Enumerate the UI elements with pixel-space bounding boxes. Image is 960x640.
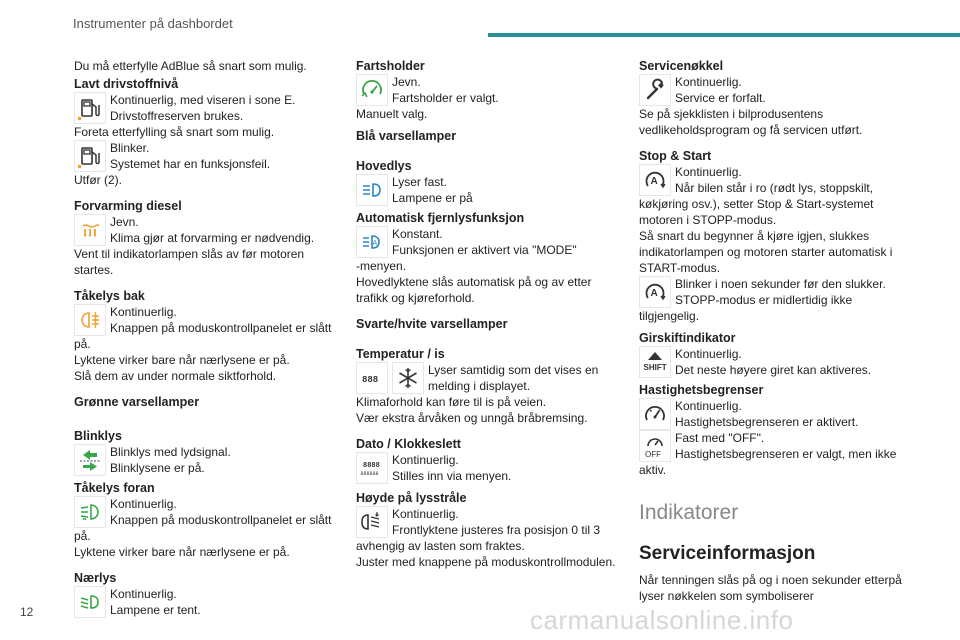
watermark: carmanualsonline.info: [530, 605, 794, 635]
ice-snowflake-icon: [392, 362, 424, 394]
svg-text:OFF: OFF: [645, 450, 661, 459]
entry-blinklys: Blinklys med lydsignal. Blinklysene er på.: [74, 444, 342, 476]
heading-servicenokkel: Servicenøkkel: [639, 59, 724, 73]
headlamp-leveling-icon: [356, 506, 388, 538]
svg-text:888: 888: [362, 375, 379, 385]
serviceinfo-text: Når tenningen slås på og i noen sekunder etterpå lyser nøkkelen som symboliserer: [639, 573, 902, 603]
entry-lavt-2: Blinker. Systemet har en funksjonsfeil.: [74, 140, 342, 172]
heading-takelys-foran: Tåkelys foran: [74, 481, 155, 495]
heading-lavt-drivstoff: Lavt drivstoffnivå: [74, 77, 179, 91]
heading-auto-fjernlys: Automatisk fjernlysfunksjon: [356, 211, 525, 225]
adblue-note: Du må etterfylle AdBlue så snart som mulig.: [74, 59, 307, 73]
column-3: Servicenøkkel Kontinuerlig. Service er forfalt. Se på sjekklisten i bilprodusentens vedlikeholdsprogram og få servicen utført. Stop & Start A Kontinuerlig. Når bilen står i ro (rødt lys, stoppskilt, køkjøring osv.), setter Stop & Start-systemet motoren i STOPP-modus. Så snart du begynner å kjøre igjen, slukkes indikatorlampen og motoren starter automatisk i START-modus. A Blinker i noen sekunder før den slukker. STOPP-modus er midlertidig ikke tilgjengelig. Girskiftindikator SHIFT Kontinuerlig. Det neste høyere giret kan aktiveres. Hastighetsbegrenser Kontinuerlig. Hastighetsbegrenseren er aktivert. OFF Fast med "OFF". Hastighetsbegrenseren er valgt, men ikke aktiv. Indikatorer Serviceinformasjon Når tenningen slås på og i noen sekunder etterpå lyser nøkkelen som symboliserer: [639, 58, 907, 604]
section-title-serviceinformasjon: Serviceinformasjon: [639, 543, 816, 564]
cruise-control-icon: [356, 74, 388, 106]
entry-naerlys: Kontinuerlig. Lampene er tent.: [74, 586, 342, 618]
entry-takelys-bak: Kontinuerlig. Knappen på moduskontrollpanelet er slått på.: [74, 305, 332, 351]
speed-limiter-icon: [639, 398, 671, 430]
entry-dato: 8888 888888 Kontinuerlig. Stilles inn via menyen.: [356, 452, 624, 484]
display-digits-icon: [356, 362, 388, 394]
heading-temperatur: Temperatur / is: [356, 347, 445, 361]
running-header: Instrumenter på dashbordet: [73, 16, 233, 31]
stop-start-icon: [639, 276, 671, 308]
svg-text:A: A: [650, 176, 658, 187]
rear-fog-light-icon: [74, 304, 106, 336]
entry-temperatur: 888 Lyser samtidig som det vises en melding i displayet.: [356, 362, 624, 394]
heading-dato: Dato / Klokkeslett: [356, 437, 461, 451]
svg-text:SHIFT: SHIFT: [643, 363, 667, 372]
entry-takelys-foran: Kontinuerlig. Knappen på moduskontrollpanelet er slått på.: [74, 497, 332, 543]
column-1: Du må etterfylle AdBlue så snart som mulig. Lavt drivstoffnivå Kontinuerlig, med viseren i sone E. Drivstoffreserven brukes. Foreta etterfylling så snart som mulig. Blinker. Systemet har en funksjonsfeil. Utfør (2). Forvarming diesel Jevn. Klima gjør at forvarming er nødvendig. Vent til indikatorlampen slås av før motoren startes. Tåkelys bak Kontinuerlig. Knappen på moduskontrollpanelet er slått på. Lyktene virker bare når nærlysene er på. Slå dem av under normale siktforhold. Grønne varsellamper Blinklys Blinklys med lydsignal. Blinklysene er på. Tåkelys foran Kontinuerlig. Knappen på moduskontrollpanelet er slått på. Lyktene virker bare når nærlysene er på. Nærlys Kontinuerlig. Lampene er tent.: [74, 58, 342, 618]
heading-fartsholder: Fartsholder: [356, 59, 425, 73]
high-beam-icon: [356, 174, 388, 206]
entry-lavt-1: Kontinuerlig, med viseren i sone E. Drivstoffreserven brukes.: [74, 92, 342, 124]
page-number: 12: [20, 605, 34, 619]
svg-text:A: A: [372, 240, 378, 247]
entry-auto-fjernlys: A Konstant. Funksjonen er aktivert via "MODE": [356, 226, 624, 258]
heading-hoyde-lysstrale: Høyde på lysstråle: [356, 491, 467, 505]
svg-text:A: A: [650, 288, 658, 299]
heading-stop-start: Stop & Start: [639, 149, 712, 163]
speed-limiter-off-icon: [639, 430, 671, 462]
column-2: Fartsholder Jevn. Fartsholder er valgt. Manuelt valg. Blå varsellamper Hovedlys Lyser fast. Lampene er på Automatisk fjernlysfunksjon A Konstant. Funksjonen er aktivert via "MODE" -menyen. Hovedlyktene slås automatisk på og av etter trafikk og kjøreforhold. Svarte/hvite varsellamper Temperatur / is 888 Lyser samtidig som det vises en melding i displayet. Klimaforhold kan føre til is på veien. Vær ekstra årvåken og unngå bråbremsing. Dato / Klokkeslett 8888 888888 Kontinuerlig. Stilles inn via menyen. Høyde på lysstråle Kontinuerlig. Frontlyktene justeres fra posisjon 0 til 3 avhengig av lasten som fraktes. Juster med knappene på moduskontrollmodulen.: [356, 58, 624, 570]
heading-takelys-bak: Tåkelys bak: [74, 289, 145, 303]
entry-hoyde-lysstrale: Kontinuerlig. Frontlyktene justeres fra posisjon 0 til 3 avhengig av lasten som fraktes.: [356, 507, 601, 553]
section-title-indikatorer: Indikatorer: [639, 501, 739, 524]
heading-bla: Blå varsellamper: [356, 129, 457, 143]
turn-signal-icon: [74, 444, 106, 476]
front-fog-light-icon: [74, 496, 106, 528]
entry-hastighet-2: OFF Fast med "OFF". Hastighetsbegrenseren er valgt, men ikke aktiv.: [639, 431, 897, 477]
entry-girskift: SHIFT Kontinuerlig. Det neste høyere giret kan aktiveres.: [639, 346, 907, 378]
svg-text:8888: 8888: [363, 462, 380, 470]
entry-stop-start-1: A Kontinuerlig. Når bilen står i ro (rødt lys, stoppskilt, køkjøring osv.), setter Stop & Start-systemet motoren i STOPP-modus.: [639, 165, 874, 227]
stop-start-icon: [639, 164, 671, 196]
heading-blinklys: Blinklys: [74, 429, 122, 443]
entry-fartsholder: Jevn. Fartsholder er valgt.: [356, 74, 624, 106]
entry-forvarming: Jevn. Klima gjør at forvarming er nødvendig.: [74, 214, 342, 246]
heading-gronne: Grønne varsellamper: [74, 395, 200, 409]
heading-naerlys: Nærlys: [74, 571, 117, 585]
low-beam-icon: [74, 586, 106, 618]
heading-hastighetsbegrenser: Hastighetsbegrenser: [639, 383, 764, 397]
header-accent-bar: [488, 33, 960, 37]
heading-girskift: Girskiftindikator: [639, 331, 736, 345]
entry-servicenokkel: Kontinuerlig. Service er forfalt.: [639, 74, 907, 106]
entry-hastighet-1: Kontinuerlig. Hastighetsbegrenseren er aktivert.: [639, 398, 907, 430]
fuel-pump-icon: [74, 92, 106, 124]
fuel-pump-icon: [74, 140, 106, 172]
entry-hovedlys: Lyser fast. Lampene er på: [356, 174, 624, 206]
auto-high-beam-icon: [356, 226, 388, 258]
shift-up-icon: [639, 346, 671, 378]
heading-forvarming: Forvarming diesel: [74, 199, 182, 213]
entry-stop-start-2: A Blinker i noen sekunder før den slukker. STOPP-modus er midlertidig ikke tilgjengelig.: [639, 277, 886, 323]
heading-hovedlys: Hovedlys: [356, 159, 412, 173]
wrench-icon: [639, 74, 671, 106]
glow-plug-icon: [74, 214, 106, 246]
svg-text:888888: 888888: [360, 471, 379, 477]
heading-svarte: Svarte/hvite varsellamper: [356, 317, 508, 331]
clock-display-icon: [356, 452, 388, 484]
